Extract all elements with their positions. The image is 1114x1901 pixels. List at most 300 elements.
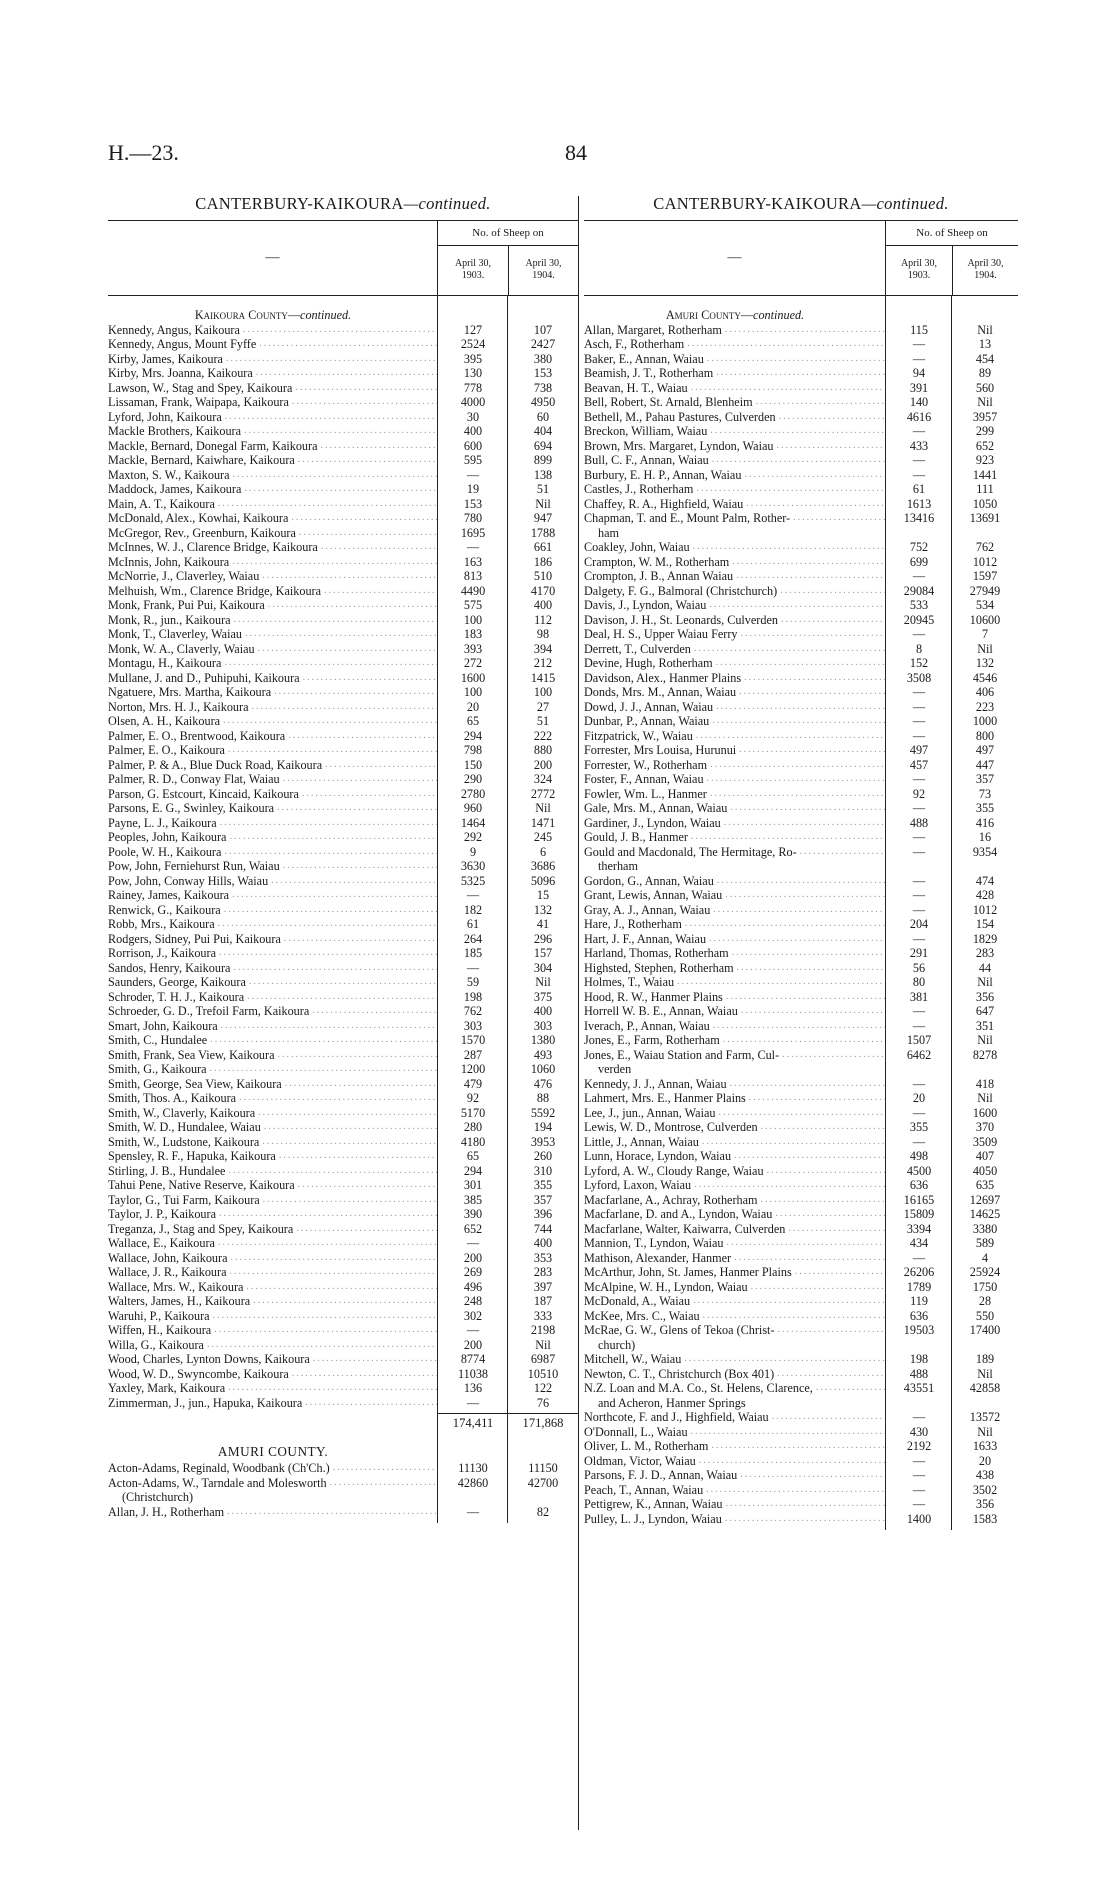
leader-dots bbox=[813, 1381, 886, 1395]
sheep-1904: 41 bbox=[536, 917, 550, 932]
sheep-1903: 19 bbox=[466, 482, 480, 497]
sheep-1903: 92 bbox=[912, 786, 926, 801]
entry-name bbox=[584, 613, 886, 627]
leader-dots bbox=[204, 1338, 438, 1352]
owner-name: McRae, G. W., Glens of Tekoa (Christ- bbox=[584, 1323, 775, 1338]
sheep-1904: 4950 bbox=[530, 395, 556, 410]
table-row bbox=[584, 424, 1018, 439]
leader-dots bbox=[713, 366, 886, 380]
leader-dots bbox=[221, 903, 438, 917]
leader-dots bbox=[226, 1265, 438, 1279]
sheep-1904: 76 bbox=[536, 1395, 550, 1410]
table-row bbox=[584, 700, 1018, 715]
sheep-1903: — bbox=[912, 772, 926, 787]
entry-name bbox=[584, 627, 886, 641]
entry-name bbox=[584, 772, 886, 786]
sheep-1904: 1600 bbox=[972, 1105, 998, 1120]
owner-name: Stirling, J. B., Hundalee bbox=[108, 1163, 226, 1178]
sheep-1904: 454 bbox=[975, 351, 995, 366]
sheep-1903: 20 bbox=[912, 1091, 926, 1106]
owner-name: Chapman, T. and E., Mount Palm, Rother- bbox=[584, 511, 791, 526]
owner-name: Monk, W. A., Claverly, Waiau bbox=[108, 641, 255, 656]
sheep-1903: 1464 bbox=[460, 815, 486, 830]
owner-name: Maxton, S. W., Kaikoura bbox=[108, 467, 230, 482]
owner-name: Wallace, John, Kaikoura bbox=[108, 1250, 228, 1265]
table-row bbox=[584, 1265, 1018, 1280]
owner-name: McInnes, W. J., Clarence Bridge, Kaikoura bbox=[108, 540, 318, 555]
table-row bbox=[584, 511, 1018, 526]
sheep-1904: 25924 bbox=[969, 1265, 1001, 1280]
leader-dots bbox=[300, 671, 438, 685]
right-col-1904-date: April 30, bbox=[967, 258, 1004, 269]
sheep-1903: — bbox=[912, 728, 926, 743]
owner-name: Beamish, J. T., Rotherham bbox=[584, 366, 714, 381]
sheep-1904: 299 bbox=[975, 424, 995, 439]
entry-name bbox=[584, 1381, 886, 1395]
owner-name: Smith, W. D., Hundalee, Waiau bbox=[108, 1120, 261, 1135]
owner-name: Waruhi, P., Kaikoura bbox=[108, 1308, 210, 1323]
sheep-1903: — bbox=[912, 801, 926, 816]
entry-name bbox=[584, 656, 886, 670]
owner-name: Bell, Robert, St. Arnald, Blenheim bbox=[584, 395, 753, 410]
sheep-1903: 16165 bbox=[903, 1192, 935, 1207]
sheep-1904: 1060 bbox=[530, 1062, 556, 1077]
table-row bbox=[584, 1512, 1018, 1527]
right-table-title bbox=[584, 194, 1018, 220]
sheep-1903: 430 bbox=[909, 1424, 929, 1439]
leader-dots bbox=[681, 1352, 886, 1366]
sheep-1904: 1012 bbox=[972, 554, 998, 569]
owner-name: Tahui Pene, Native Reserve, Kaikoura bbox=[108, 1178, 295, 1193]
entry-name bbox=[584, 1425, 886, 1439]
sheep-1904: 2427 bbox=[530, 337, 556, 352]
leader-dots bbox=[775, 1323, 886, 1337]
owner-name: Poole, W. H., Kaikoura bbox=[108, 844, 222, 859]
leader-dots bbox=[731, 1149, 886, 1163]
leader-dots bbox=[260, 1193, 438, 1207]
leader-dots bbox=[299, 787, 438, 801]
leader-dots bbox=[743, 497, 886, 511]
sheep-1903: 960 bbox=[463, 801, 483, 816]
leader-dots bbox=[236, 1091, 438, 1105]
sheep-1903: — bbox=[466, 960, 480, 975]
owner-name: Fowler, Wm. L., Hanmer bbox=[584, 786, 707, 801]
entry-name bbox=[584, 1323, 886, 1337]
sheep-1903: — bbox=[912, 1453, 926, 1468]
owner-name: Lewis, W. D., Montrose, Culverden bbox=[584, 1120, 758, 1135]
leader-dots bbox=[288, 511, 438, 525]
entry-name bbox=[584, 1019, 886, 1033]
sheep-1904: 107 bbox=[533, 322, 553, 337]
sheep-1904: 42700 bbox=[527, 1475, 559, 1490]
sheep-1903: 301 bbox=[463, 1178, 483, 1193]
county-heading: Amuri County— bbox=[665, 308, 754, 323]
leader-dots bbox=[727, 1077, 886, 1091]
entry-name bbox=[108, 1091, 438, 1105]
entry-name bbox=[108, 569, 438, 583]
leader-dots bbox=[769, 1410, 886, 1424]
leader-dots bbox=[289, 395, 438, 409]
sheep-1904: 12697 bbox=[969, 1192, 1001, 1207]
leader-dots bbox=[715, 1106, 886, 1120]
leader-dots bbox=[330, 1461, 438, 1475]
owner-name: Taylor, G., Tui Farm, Kaikoura bbox=[108, 1192, 260, 1207]
sheep-1903: — bbox=[912, 931, 926, 946]
sheep-1903: — bbox=[912, 1410, 926, 1425]
entry-name bbox=[108, 830, 438, 844]
right-table-body bbox=[584, 296, 1018, 1526]
owner-name: Walters, James, H., Kaikoura bbox=[108, 1294, 251, 1309]
sheep-1904: 310 bbox=[533, 1163, 553, 1178]
table-row bbox=[584, 1454, 1018, 1469]
county-heading-suffix: continued. bbox=[300, 308, 352, 323]
sheep-1903: — bbox=[466, 540, 480, 555]
right-rule-2 bbox=[951, 296, 952, 1530]
sheep-1903: 13416 bbox=[903, 511, 935, 526]
leader-dots bbox=[256, 337, 438, 351]
sheep-1903: — bbox=[912, 1105, 926, 1120]
owner-name: Castles, J., Rotherham bbox=[584, 482, 694, 497]
sheep-1903: 4500 bbox=[906, 1163, 932, 1178]
left-sheep-group-label: No. of Sheep on bbox=[438, 221, 578, 246]
sheep-1903: 488 bbox=[909, 1366, 929, 1381]
entry-name bbox=[108, 816, 438, 830]
sheep-1903: 20945 bbox=[903, 612, 935, 627]
sheep-1904: 189 bbox=[975, 1352, 995, 1367]
table-row bbox=[584, 1425, 1018, 1440]
leader-dots bbox=[688, 830, 886, 844]
owner-name: Beavan, H. T., Waiau bbox=[584, 380, 688, 395]
entry-name bbox=[108, 1149, 438, 1163]
sheep-1903: 5325 bbox=[460, 873, 486, 888]
table-row bbox=[584, 613, 1018, 628]
owner-name: McInnis, John, Kaikoura bbox=[108, 554, 230, 569]
sheep-1904: 138 bbox=[533, 467, 553, 482]
leader-dots bbox=[714, 874, 886, 888]
sheep-1903: — bbox=[912, 337, 926, 352]
sheep-1903: 778 bbox=[463, 380, 483, 395]
entry-name bbox=[108, 1077, 438, 1091]
entry-name bbox=[584, 917, 886, 931]
sheep-1903: 8 bbox=[915, 641, 923, 656]
entry-name bbox=[584, 308, 886, 322]
entry-name bbox=[108, 671, 438, 685]
owner-name: Donds, Mrs. M., Annan, Waiau bbox=[584, 685, 737, 700]
owner-name: Smith, G., Kaikoura bbox=[108, 1062, 207, 1077]
sheep-1904: 635 bbox=[975, 1178, 995, 1193]
entry-name bbox=[584, 1338, 886, 1352]
table-row bbox=[584, 1468, 1018, 1483]
entry-name bbox=[108, 627, 438, 641]
entry-name bbox=[108, 859, 438, 873]
sheep-1904: 324 bbox=[533, 772, 553, 787]
sheep-1903: 294 bbox=[463, 728, 483, 743]
sheep-1903: 292 bbox=[463, 830, 483, 845]
owner-name: Newton, C. T., Christchurch (Box 401) bbox=[584, 1366, 775, 1381]
entry-name bbox=[108, 1396, 438, 1410]
entry-name bbox=[584, 685, 886, 699]
sheep-1903: 1507 bbox=[906, 1033, 932, 1048]
leader-dots bbox=[707, 424, 886, 438]
sheep-1904: 122 bbox=[533, 1381, 553, 1396]
table-row bbox=[584, 961, 1018, 976]
sheep-1903: — bbox=[912, 1482, 926, 1497]
leader-dots bbox=[221, 656, 438, 670]
table-row bbox=[584, 395, 1018, 410]
leader-dots bbox=[282, 1077, 438, 1091]
owner-name: Kennedy, J. J., Annan, Waiau bbox=[584, 1076, 727, 1091]
entry-name bbox=[584, 1207, 886, 1221]
sheep-1904: 157 bbox=[533, 946, 553, 961]
entry-name bbox=[584, 714, 886, 728]
table-row bbox=[584, 1178, 1018, 1193]
sheep-1904: 283 bbox=[533, 1265, 553, 1280]
entry-name bbox=[108, 555, 438, 569]
sheep-1903: 65 bbox=[466, 1149, 480, 1164]
entry-name bbox=[108, 1490, 438, 1504]
entry-name bbox=[108, 729, 438, 743]
leader-dots bbox=[688, 381, 886, 395]
sheep-1904: 1415 bbox=[530, 670, 556, 685]
owner-name: Monk, R., jun., Kaikoura bbox=[108, 612, 231, 627]
sheep-1904: 493 bbox=[533, 1047, 553, 1062]
owner-name: Lissaman, Frank, Waipapa, Kaikoura bbox=[108, 395, 289, 410]
table-row bbox=[584, 598, 1018, 613]
sheep-1904: 15 bbox=[536, 888, 550, 903]
entry-name bbox=[584, 990, 886, 1004]
table-row bbox=[584, 1077, 1018, 1092]
leader-dots bbox=[241, 424, 438, 438]
sheep-1904: Nil bbox=[977, 1424, 993, 1439]
entry-name bbox=[108, 1048, 438, 1062]
table-row bbox=[584, 1483, 1018, 1498]
sheep-1903: — bbox=[466, 1323, 480, 1338]
leader-dots bbox=[240, 323, 438, 337]
table-row bbox=[584, 1120, 1018, 1135]
sheep-1903: 198 bbox=[463, 989, 483, 1004]
left-table-body bbox=[108, 296, 578, 1519]
sheep-1903: 287 bbox=[463, 1047, 483, 1062]
owner-name: N.Z. Loan and M.A. Co., St. Helens, Clarence, bbox=[584, 1381, 813, 1396]
owner-name: Montagu, H., Kaikoura bbox=[108, 656, 222, 671]
table-row bbox=[584, 1019, 1018, 1034]
table-row bbox=[584, 946, 1018, 961]
sheep-1904: 355 bbox=[533, 1178, 553, 1193]
table-row bbox=[584, 671, 1018, 686]
sheep-1903: — bbox=[912, 1250, 926, 1265]
sheep-1904: 560 bbox=[975, 380, 995, 395]
table-row bbox=[584, 1396, 1018, 1411]
sheep-1904: 3957 bbox=[972, 409, 998, 424]
leader-dots bbox=[293, 1222, 438, 1236]
table-row bbox=[584, 1135, 1018, 1150]
county-heading-suffix: continued. bbox=[753, 308, 805, 323]
sheep-1904: 73 bbox=[978, 786, 992, 801]
leader-dots bbox=[693, 729, 886, 743]
table-row bbox=[584, 1309, 1018, 1324]
entry-name bbox=[584, 1048, 886, 1062]
owner-name: McArthur, John, St. James, Hanmer Plains bbox=[584, 1265, 792, 1280]
entry-name bbox=[584, 439, 886, 453]
leader-dots bbox=[207, 1033, 438, 1047]
right-name-column-header: — bbox=[584, 221, 886, 295]
entry-name bbox=[108, 917, 438, 931]
sheep-1903: 780 bbox=[463, 511, 483, 526]
owner-name: O'Donnall, L., Waiau bbox=[584, 1424, 688, 1439]
owner-name: Pulley, L. J., Lyndon, Waiau bbox=[584, 1511, 722, 1526]
owner-name: Mackle, Bernard, Kaiwhare, Kaikoura bbox=[108, 453, 295, 468]
left-rule-2 bbox=[507, 296, 508, 1523]
entry-name bbox=[584, 1439, 886, 1453]
entry-name bbox=[108, 1435, 438, 1459]
sheep-1903: 575 bbox=[463, 598, 483, 613]
table-row bbox=[584, 990, 1018, 1005]
leader-dots bbox=[741, 671, 886, 685]
owner-name: Schroder, T. H. J., Kaikoura bbox=[108, 989, 245, 1004]
right-rule-1 bbox=[885, 296, 886, 1530]
table-row bbox=[584, 787, 1018, 802]
sheep-1903: — bbox=[912, 1468, 926, 1483]
sheep-1903: 381 bbox=[909, 989, 929, 1004]
right-title-text: CANTERBURY-KAIKOURA bbox=[653, 194, 862, 213]
table-row bbox=[584, 1410, 1018, 1425]
entry-name bbox=[584, 830, 886, 844]
owner-name: Wood, Charles, Lynton Downs, Kaikoura bbox=[108, 1352, 310, 1367]
leader-dots bbox=[242, 627, 438, 641]
entry-name bbox=[584, 352, 886, 366]
entry-name bbox=[108, 366, 438, 380]
sheep-1904: 60 bbox=[536, 409, 550, 424]
entry-name bbox=[108, 598, 438, 612]
owner-name: Oldman, Victor, Waiau bbox=[584, 1453, 696, 1468]
owner-name: Forrester, Mrs Louisa, Hurunui bbox=[584, 743, 737, 758]
entry-name bbox=[584, 801, 886, 815]
entry-name bbox=[584, 1193, 886, 1207]
sheep-1904: 355 bbox=[975, 801, 995, 816]
table-row bbox=[584, 1207, 1018, 1222]
right-sheep-header bbox=[886, 221, 1018, 295]
sheep-1904: 10510 bbox=[527, 1366, 559, 1381]
owner-name: Parsons, E. G., Swinley, Kaikoura bbox=[108, 801, 275, 816]
table-row bbox=[584, 482, 1018, 497]
owner-name: Melhuish, Wm., Clarence Bridge, Kaikoura bbox=[108, 583, 322, 598]
sheep-1904: Nil bbox=[977, 322, 993, 337]
sheep-1903: 9 bbox=[469, 844, 477, 859]
sheep-1904: 98 bbox=[536, 627, 550, 642]
sheep-1904: 51 bbox=[536, 714, 550, 729]
entry-name bbox=[108, 1236, 438, 1250]
leader-dots bbox=[778, 613, 886, 627]
sheep-1904: 5592 bbox=[530, 1105, 556, 1120]
sheep-1904: 17400 bbox=[969, 1323, 1001, 1338]
entry-name bbox=[584, 1367, 886, 1381]
owner-name: Wood, W. D., Swyncombe, Kaikoura bbox=[108, 1366, 289, 1381]
leader-dots bbox=[700, 1309, 886, 1323]
page-number: 84 bbox=[565, 140, 587, 165]
entry-name bbox=[108, 395, 438, 409]
entry-name bbox=[584, 1135, 886, 1149]
entry-name bbox=[108, 1280, 438, 1294]
sheep-1904: Nil bbox=[977, 1366, 993, 1381]
sheep-1903: 290 bbox=[463, 772, 483, 787]
sheep-1903: 26206 bbox=[903, 1265, 935, 1280]
leader-dots bbox=[289, 1367, 438, 1381]
sheep-1903: 182 bbox=[463, 902, 483, 917]
table-row bbox=[584, 758, 1018, 773]
table-row bbox=[584, 1222, 1018, 1237]
leader-dots bbox=[216, 1207, 438, 1221]
table-row bbox=[584, 569, 1018, 584]
table-row bbox=[584, 526, 1018, 541]
entry-name bbox=[584, 1004, 886, 1018]
sheep-1903: 1200 bbox=[460, 1062, 486, 1077]
owner-name: Dalgety, F. G., Balmoral (Christchurch) bbox=[584, 583, 778, 598]
entry-name-continued: verden bbox=[598, 1062, 632, 1077]
sheep-1903: 140 bbox=[909, 395, 929, 410]
sheep-1903: 1570 bbox=[460, 1033, 486, 1048]
owner-name: Crampton, W. M., Rotherham bbox=[584, 554, 730, 569]
leader-dots bbox=[684, 337, 886, 351]
entry-name bbox=[584, 1468, 886, 1482]
sheep-1903: 4180 bbox=[460, 1134, 486, 1149]
sheep-1903: — bbox=[912, 1134, 926, 1149]
left-name-column-header: — bbox=[108, 221, 438, 295]
entry-name bbox=[584, 1222, 886, 1236]
entry-name bbox=[108, 1178, 438, 1192]
owner-name: McGregor, Rev., Greenburn, Kaikoura bbox=[108, 525, 296, 540]
owner-name: Olsen, A. H., Kaikoura bbox=[108, 714, 221, 729]
left-title-text: CANTERBURY-KAIKOURA bbox=[195, 194, 404, 213]
sheep-1904: 380 bbox=[533, 351, 553, 366]
leader-dots bbox=[690, 1294, 886, 1308]
owner-name: Pow, John, Conway Hills, Waiau bbox=[108, 873, 269, 888]
sheep-1903: 2780 bbox=[460, 786, 486, 801]
leader-dots bbox=[731, 1251, 886, 1265]
entry-name bbox=[584, 453, 886, 467]
leader-dots bbox=[674, 975, 886, 989]
sheep-1904: 404 bbox=[533, 424, 553, 439]
sheep-1903: 115 bbox=[910, 322, 928, 337]
owner-name: Spensley, R. F., Hapuka, Kaikoura bbox=[108, 1149, 276, 1164]
sheep-1904: 154 bbox=[975, 917, 995, 932]
sheep-1903: 600 bbox=[463, 438, 483, 453]
entry-name bbox=[584, 874, 886, 888]
table-row bbox=[584, 410, 1018, 425]
entry-name bbox=[584, 1062, 886, 1076]
left-table-title bbox=[108, 194, 578, 220]
owner-name: Deal, H. S., Upper Waiau Ferry bbox=[584, 627, 738, 642]
leader-dots bbox=[706, 932, 886, 946]
sheep-1903: — bbox=[912, 569, 926, 584]
entry-name bbox=[584, 1120, 886, 1134]
entry-name bbox=[108, 308, 438, 322]
leader-dots bbox=[706, 598, 886, 612]
sheep-1904: Nil bbox=[977, 641, 993, 656]
section-heading: AMURI COUNTY. bbox=[217, 1443, 329, 1459]
sheep-1904: 4170 bbox=[530, 583, 556, 598]
table-row bbox=[584, 1149, 1018, 1164]
entry-name bbox=[108, 787, 438, 801]
sheep-1904: 222 bbox=[533, 728, 553, 743]
sheep-1904: 923 bbox=[975, 453, 995, 468]
entry-name bbox=[584, 787, 886, 801]
sheep-1903: 248 bbox=[463, 1294, 483, 1309]
sheep-1903: — bbox=[912, 1497, 926, 1512]
entry-name bbox=[584, 1454, 886, 1468]
entry-name bbox=[584, 1497, 886, 1511]
owner-name: McNorrie, J., Claverley, Waiau bbox=[108, 569, 260, 584]
owner-name: Parson, G. Estcourt, Kincaid, Kaikoura bbox=[108, 786, 299, 801]
